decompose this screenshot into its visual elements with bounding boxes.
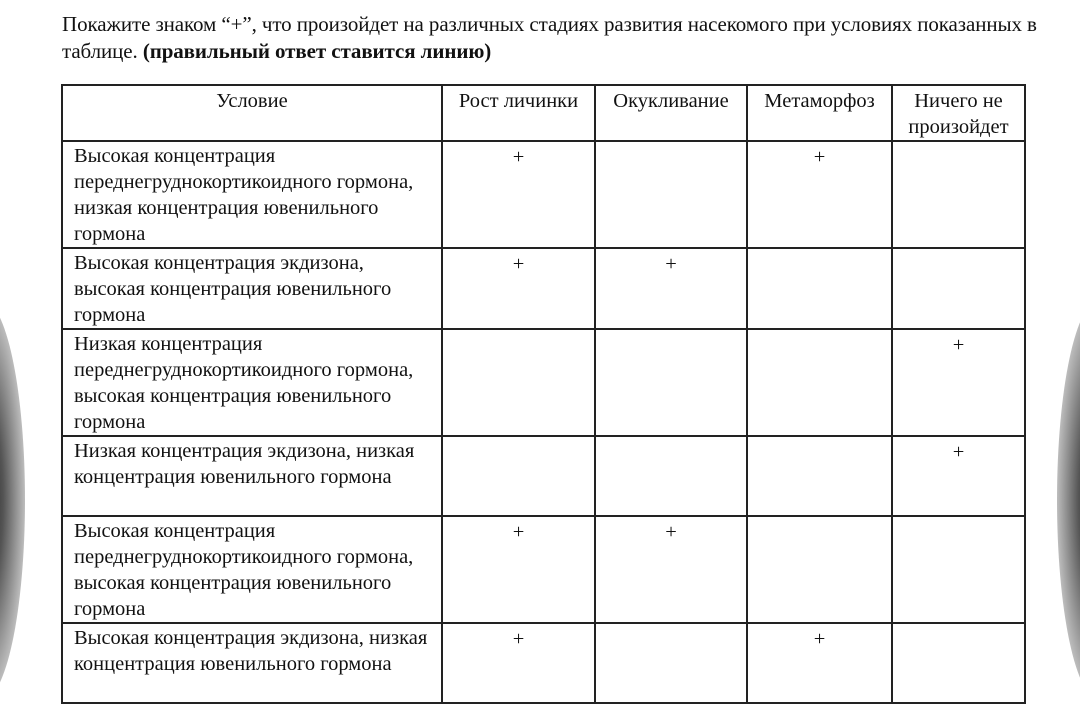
header-condition: Условие [62, 85, 442, 141]
answer-cell-nothing[interactable] [892, 248, 1025, 329]
answer-cell-metamorphosis[interactable] [747, 248, 892, 329]
table-row [62, 436, 1025, 516]
answer-cell-pupation[interactable] [595, 329, 747, 436]
page-curl-shadow-left [0, 300, 25, 700]
header-metamorphosis: Метаморфоз [747, 85, 892, 141]
answer-cell-pupation[interactable]: + [595, 516, 747, 623]
table-row [62, 516, 1025, 623]
instructions-note: (правильный ответ ставится линию) [142, 39, 492, 63]
table-row [62, 141, 1025, 248]
answer-cell-metamorphosis[interactable]: + [747, 623, 892, 703]
header-larva-growth: Рост личинки [442, 85, 595, 141]
answer-cell-larva-growth[interactable]: + [442, 623, 595, 703]
condition-cell: Высокая концентрация переднегруднокортикоидного гормона, высокая концентрация ювенильного гормона [62, 516, 442, 623]
answer-cell-larva-growth[interactable] [442, 436, 595, 516]
answer-cell-pupation[interactable]: + [595, 248, 747, 329]
answer-table [61, 84, 1026, 704]
answer-cell-larva-growth[interactable] [442, 329, 595, 436]
answer-cell-nothing[interactable] [892, 623, 1025, 703]
answer-cell-nothing[interactable]: + [892, 329, 1025, 436]
instructions-text: Покажите знаком “+”, что произойдет на различных стадиях развития насекомого при условиях показанных в таблице. [62, 12, 1037, 63]
page-curl-shadow-right [1057, 300, 1080, 700]
table-header-row [62, 85, 1025, 141]
condition-cell: Низкая концентрация экдизона, низкая концентрация ювенильного гормона [62, 436, 442, 516]
answer-cell-nothing[interactable] [892, 516, 1025, 623]
answer-cell-larva-growth[interactable]: + [442, 516, 595, 623]
condition-cell: Высокая концентрация экдизона, высокая концентрация ювенильного гормона [62, 248, 442, 329]
condition-cell: Высокая концентрация переднегруднокортикоидного гормона, низкая концентрация ювенильного гормона [62, 141, 442, 248]
condition-cell: Низкая концентрация переднегруднокортикоидного гормона, высокая концентрация ювенильного гормона [62, 329, 442, 436]
answer-cell-pupation[interactable] [595, 141, 747, 248]
answer-cell-metamorphosis[interactable] [747, 436, 892, 516]
answer-cell-larva-growth[interactable]: + [442, 141, 595, 248]
answer-cell-nothing[interactable]: + [892, 436, 1025, 516]
answer-cell-metamorphosis[interactable]: + [747, 141, 892, 248]
condition-cell: Высокая концентрация экдизона, низкая концентрация ювенильного гормона [62, 623, 442, 703]
answer-cell-metamorphosis[interactable] [747, 516, 892, 623]
answer-cell-pupation[interactable] [595, 623, 747, 703]
task-instructions [62, 11, 1042, 65]
table-row [62, 623, 1025, 703]
answer-cell-metamorphosis[interactable] [747, 329, 892, 436]
header-nothing-happens: Ничего не произойдет [892, 85, 1025, 141]
answer-cell-larva-growth[interactable]: + [442, 248, 595, 329]
answer-cell-pupation[interactable] [595, 436, 747, 516]
answer-cell-nothing[interactable] [892, 141, 1025, 248]
table-row [62, 329, 1025, 436]
table-row [62, 248, 1025, 329]
header-pupation: Окукливание [595, 85, 747, 141]
